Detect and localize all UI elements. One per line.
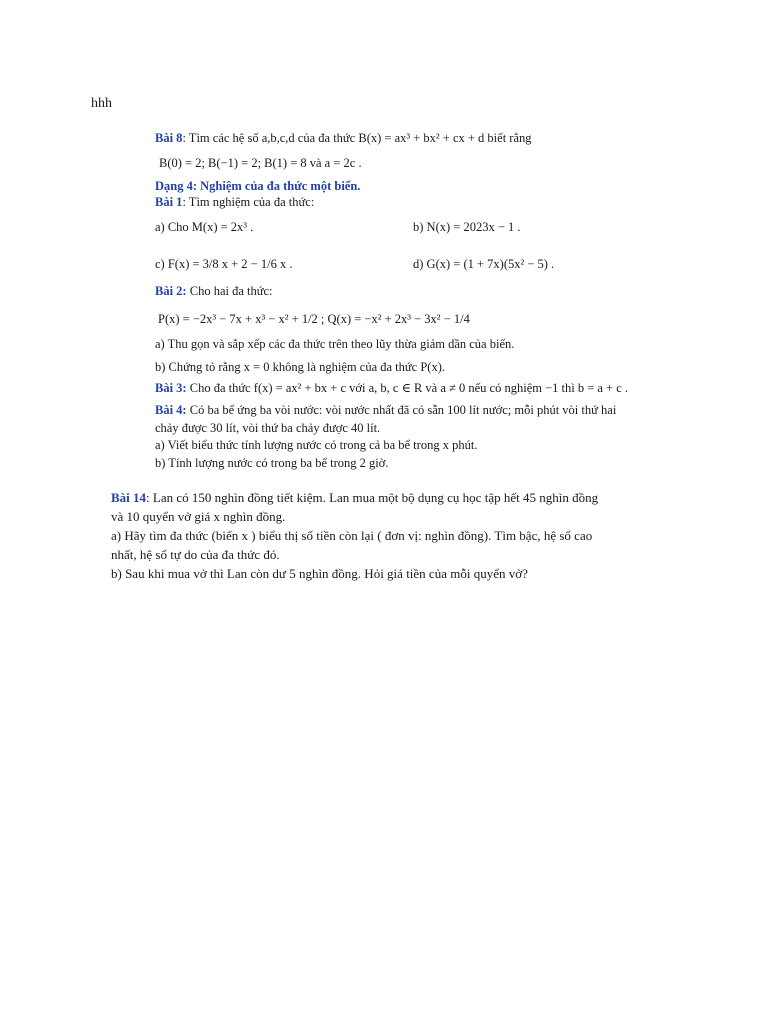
bai3-line [155, 380, 628, 396]
bai14-line4: nhất, hệ số tự do của đa thức đó. [111, 547, 280, 562]
bai1-label: Bài 1 [155, 195, 183, 209]
bai8-line1 [155, 130, 532, 146]
bai2-poly: P(x) = −2x³ − 7x + x³ − x² + 1/2 ; Q(x) = −x² + 2x³ − 3x² − 1/4 [158, 312, 470, 326]
bai4-line2: chảy được 30 lít, vòi thứ ba chảy được 40 lít. [155, 421, 381, 435]
bai14-label: Bài 14 [111, 490, 147, 505]
bai1-b: b) N(x) = 2023x − 1 . [413, 220, 521, 234]
bai2-b: b) Chứng tỏ rằng x = 0 không là nghiệm của đa thức P(x). [155, 360, 445, 374]
bai1-d: d) G(x) = (1 + 7x)(5x² − 5) . [413, 257, 555, 271]
bai1-a: a) Cho M(x) = 2x³ . [155, 220, 254, 234]
bai14-line2: và 10 quyển vở giá x nghìn đồng. [111, 509, 286, 524]
bai14-text1: : Lan có 150 nghìn đồng tiết kiệm. Lan mua một bộ dụng cụ học tập hết 45 nghìn đồng [146, 490, 599, 505]
header-text: hhh [91, 96, 112, 111]
bai1-c: c) F(x) = 3/8 x + 2 − 1/6 x . [155, 257, 293, 271]
bai1-intro: : Tìm nghiệm của đa thức: [182, 195, 315, 209]
bai2-intro-line [155, 283, 273, 299]
bai2-a: a) Thu gọn và sắp xếp các đa thức trên theo lũy thừa giảm dần của biến. [155, 337, 515, 351]
bai14-line5: b) Sau khi mua vở thì Lan còn dư 5 nghìn đồng. Hỏi giá tiền của mỗi quyển vở? [111, 566, 528, 581]
bai4-line1 [155, 402, 616, 418]
bai4-b: b) Tính lượng nước có trong ba bể trong 2 giờ. [155, 456, 389, 470]
bai4-text1: Có ba bể ứng ba vòi nước: vòi nước nhất đã có sẵn 100 lít nước; mỗi phút vòi thứ hai [186, 403, 617, 417]
bai3-text: Cho đa thức f(x) = ax² + bx + c với a, b, c ∈ R và a ≠ 0 nếu có nghiệm −1 thì b = a + c . [186, 381, 629, 395]
bai14-line1 [111, 489, 598, 508]
bai14-line3: a) Hãy tìm đa thức (biến x ) biểu thị số tiền còn lại ( đơn vị: nghìn đồng). Tìm bậc, hệ số cao [111, 528, 593, 543]
bai8-text: : Tìm các hệ số a,b,c,d của đa thức B(x) = ax³ + bx² + cx + d biết rằng [182, 131, 532, 145]
bai8-line2: B(0) = 2; B(−1) = 2; B(1) = 8 và a = 2c . [159, 156, 362, 170]
bai4-a: a) Viết biểu thức tính lượng nước có trong cả ba bể trong x phút. [155, 438, 478, 452]
dang4-title: Dạng 4: Nghiệm của đa thức một biến. [155, 179, 361, 193]
bai4-label: Bài 4: [155, 403, 187, 417]
bai8-label: Bài 8 [155, 131, 183, 145]
bai1-intro-line [155, 194, 314, 210]
bai3-label: Bài 3: [155, 381, 187, 395]
bai2-intro: Cho hai đa thức: [186, 284, 273, 298]
bai2-label: Bài 2: [155, 284, 187, 298]
